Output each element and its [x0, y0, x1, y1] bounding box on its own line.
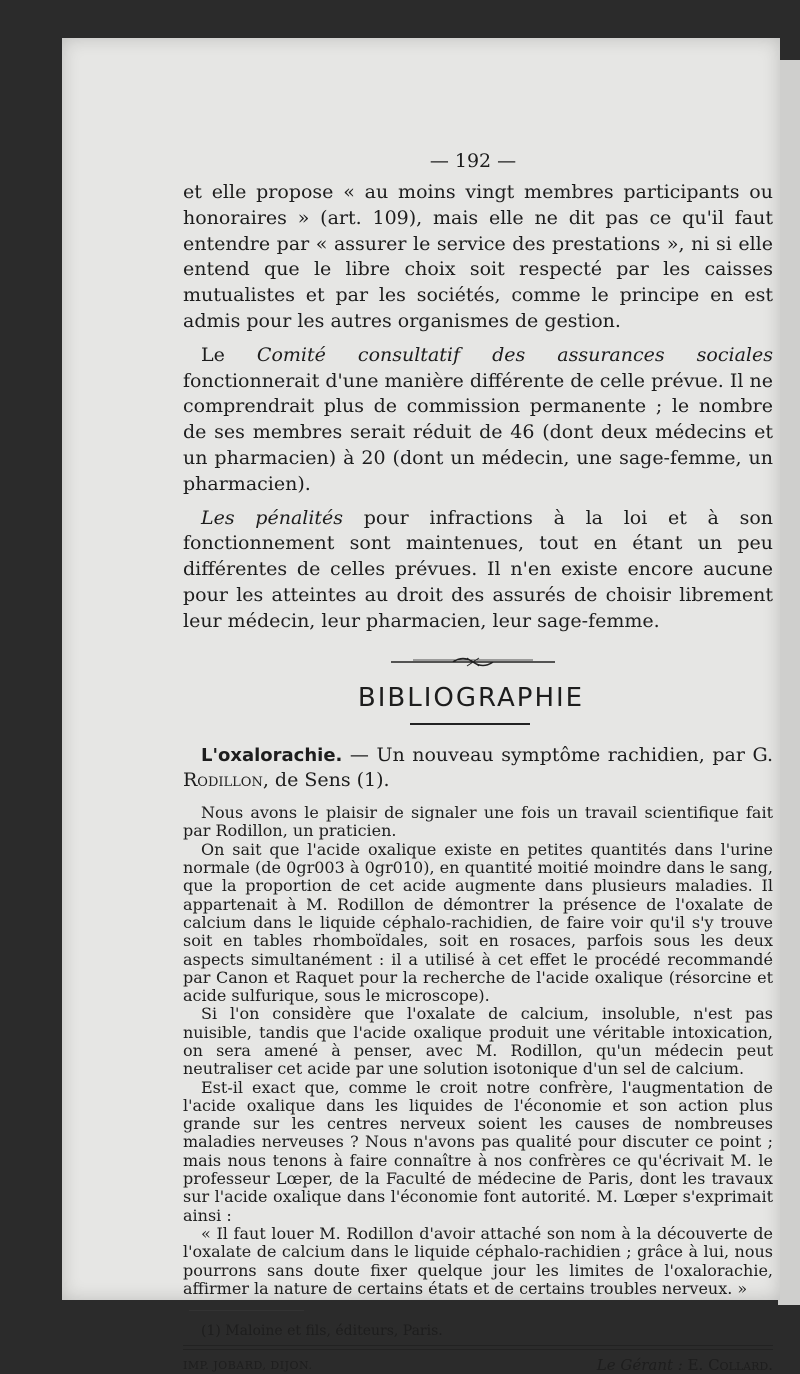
entry-after: , de Sens (1).	[262, 769, 390, 792]
gerant-label: Le Gérant :	[596, 1356, 683, 1374]
paragraph-continuation: et elle propose « au moins vingt membres participants ou honoraires » (art. 109), mais elle ne dit pas ce qu'il faut entendre par « assurer le service des prestations », ni si elle entend que le libre choix soit respecté par les caisses mutualistes et par les sociétés, comme le principe en est admis pour les autres organismes de gestion.	[183, 181, 773, 332]
entry-title: L'oxalorachie.	[201, 744, 343, 766]
title-underline	[410, 723, 530, 725]
printer-imprint: IMP. JOBARD, DIJON.	[183, 1359, 313, 1373]
imprint-rule	[183, 1345, 773, 1350]
review-quote: « Il faut louer M. Rodillon d'avoir attaché son nom à la découverte de l'oxalate de calcium dans le liquide céphalo-rachidien ; grâce à lui, nous pourrons sans doute fixer quelque jour les limites de l'oxalorachie, affirmer la nature de certains états et de certains troubles nerveux. »	[183, 1223, 773, 1298]
review-paragraph: On sait que l'acide oxalique existe en petites quantités dans l'urine normale (de 0gr003 à 0gr010), en quantité moitié moindre dans le sang, que la proportion de cet acide augmente dans plusieurs maladies. Il appartenait à M. Rodillon de démontrer la présence de l'oxalate de calcium dans le liquide céphalo-rachidien, de faire voir qu'il s'y trouve soit en tables rhomboïdales, soit en rosaces, parfois sous les deux aspects simultanément : il a utilisé à cet effet le procédé recommandé par Canon et Raquet pour la recherche de l'acide oxalique (résorcine et acide sulfurique, sous le microscope).	[183, 839, 773, 1006]
review-paragraph: Si l'on considère que l'oxalate de calcium, insoluble, n'est pas nuisible, tandis que l'acide oxalique produit une véritable intoxication, on sera amené à penser, avec M. Rodillon, qu'un médecin peut neutraliser cet acide par une solution isotonique d'un sel de calcium.	[183, 1004, 773, 1079]
paragraph-comite	[183, 343, 773, 498]
footnote: (1) Maloine et fils, éditeurs, Paris.	[201, 1323, 443, 1340]
paragraph-comite-lead: Le	[201, 343, 257, 366]
section-title: BIBLIOGRAPHIE	[357, 682, 585, 713]
page-content	[183, 150, 773, 1374]
entry-description: Un nouveau symptôme rachidien, par G.	[376, 743, 773, 766]
paragraph-penalites-rest: pour infractions à la loi et à son fonctionnement sont maintenues, tout en étant un peu différentes de celles prévues. Il n'en existe encore aucune pour les atteintes au droit des assurés de choisir librement leur médecin, leur pharmacien, leur sage-femme.	[183, 506, 774, 632]
imprint-line	[183, 1356, 773, 1374]
paragraph-comite-rest: fonctionnerait d'une manière différente de celle prévue. Il ne comprendrait plus de commission permanente ; le nombre de ses membres serait réduit de 46 (dont deux médecins et un pharmacien) à 20 (dont un médecin, une sage-femme, un pharmacien).	[183, 369, 773, 495]
footnote-rule	[189, 1310, 304, 1311]
gerant-name: E. Collard.	[682, 1356, 773, 1374]
entry-dash: —	[342, 743, 377, 766]
bibliography-entry-heading	[183, 743, 773, 795]
review-paragraph: Est-il exact que, comme le croit notre confrère, l'augmentation de l'acide oxalique dans les liquides de l'économie et son action plus grande sur les centres nerveux soient les causes de nombreuses maladies nerveuses ? Nous n'avons pas qualité pour discuter ce point ; mais nous tenons à faire connaître à nos confrères ce qu'écrivait M. le professeur Lœper, de la Faculté de médecine de Paris, dont les travaux sur l'acide oxalique dans l'économie font autorité. M. Lœper s'exprimait ainsi :	[183, 1077, 773, 1225]
paragraph-penalites	[183, 506, 773, 635]
ornamental-divider	[173, 653, 773, 669]
entry-author: Rodillon	[183, 769, 263, 792]
page-edge	[778, 60, 800, 1305]
paragraph-penalites-emphasis: Les pénalités	[201, 506, 344, 529]
review-paragraph: Nous avons le plaisir de signaler une fois un travail scientifique fait par Rodillon, un praticien.	[183, 803, 773, 841]
gerant-line	[597, 1356, 773, 1374]
paragraph-comite-emphasis: Comité consultatif des assurances sociales	[256, 343, 773, 366]
page-number: — 192 —	[429, 150, 517, 172]
